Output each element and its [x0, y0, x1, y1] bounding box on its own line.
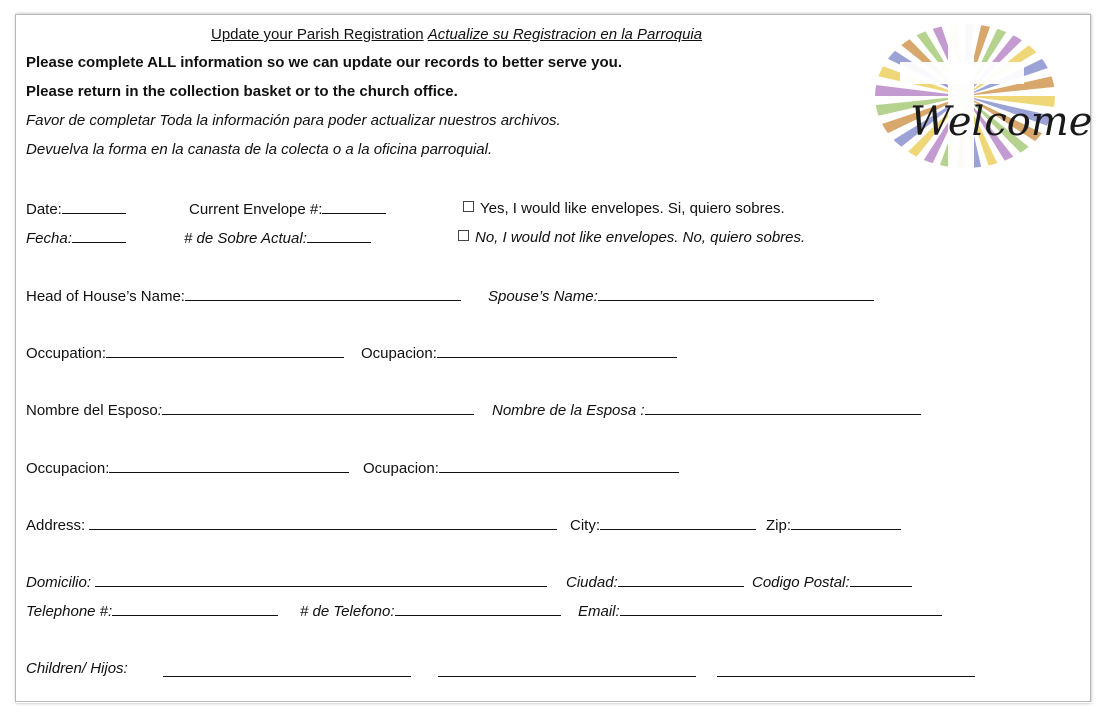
email-label: Email: [578, 603, 620, 620]
domicilio-field[interactable] [26, 573, 547, 592]
child-2-blank[interactable] [438, 663, 696, 677]
ciudad-label: Ciudad: [566, 574, 618, 591]
telephone-field[interactable] [26, 602, 278, 621]
child-3-blank[interactable] [717, 663, 975, 677]
cross-vertical [948, 22, 974, 170]
cross-horizontal [900, 62, 1024, 84]
ocupacion2-field[interactable] [363, 459, 679, 478]
fecha-label: Fecha: [26, 230, 72, 247]
occupation-label: Occupation: [26, 345, 107, 362]
head-of-house-field[interactable] [26, 287, 461, 306]
children-label: Children/ Hijos: [26, 660, 128, 677]
ciudad-field[interactable] [566, 573, 744, 592]
ocupacion-label: Ocupacion: [361, 345, 437, 362]
sobre-blank[interactable] [307, 229, 371, 243]
no-label: No, I would not like envelopes. No, quiero sobres. [475, 229, 806, 246]
email-field[interactable] [578, 602, 942, 621]
instruction-completar: Favor de completar Toda la información para poder actualizar nuestros archivos. [26, 112, 561, 129]
telefono-label: # de Telefono: [300, 603, 395, 620]
city-field[interactable] [570, 516, 756, 535]
envelope-label: Current Envelope #: [189, 201, 323, 218]
address-label: Address: [26, 517, 86, 534]
occupation-blank[interactable] [106, 344, 344, 358]
address-field[interactable] [26, 516, 557, 535]
zip-label: Zip: [766, 517, 792, 534]
domicilio-label: Domicilio: [26, 574, 92, 591]
date-blank[interactable] [62, 200, 126, 214]
spouse-blank[interactable] [598, 287, 874, 301]
address-blank[interactable] [89, 516, 557, 530]
date-field[interactable] [26, 200, 126, 219]
nombre-esposo-field[interactable] [26, 401, 474, 420]
codigo-postal-label: Codigo Postal: [752, 574, 850, 591]
ocupacion-blank[interactable] [437, 344, 677, 358]
nombre-esposo-blank[interactable] [162, 401, 474, 415]
ocupacion2-label: Ocupacion: [363, 460, 439, 477]
telefono-blank[interactable] [395, 602, 561, 616]
envelope-blank[interactable] [322, 200, 386, 214]
occupacion-label: Occupacion: [26, 460, 110, 477]
no-checkbox[interactable] [458, 230, 469, 241]
sobre-label: # de Sobre Actual: [184, 230, 307, 247]
telephone-blank[interactable] [112, 602, 278, 616]
welcome-logo [870, 18, 1093, 173]
instruction-devuelva: Devuelva la forma en la canasta de la colecta o a la oficina parroquial. [26, 141, 493, 158]
instruction-return: Please return in the collection basket or to the church office. [26, 83, 458, 100]
spouse-label: Spouse’s Name: [488, 288, 598, 305]
sobre-field[interactable] [184, 229, 371, 248]
codigo-postal-field[interactable] [752, 573, 912, 592]
fecha-blank[interactable] [72, 229, 126, 243]
domicilio-blank[interactable] [95, 573, 547, 587]
city-blank[interactable] [600, 516, 756, 530]
title-english: Update your Parish Registration [211, 26, 424, 43]
ocupacion2-blank[interactable] [439, 459, 679, 473]
codigo-postal-blank[interactable] [850, 573, 912, 587]
zip-blank[interactable] [791, 516, 901, 530]
envelope-field[interactable] [189, 200, 386, 219]
envelope-yes-option[interactable] [463, 200, 785, 218]
ciudad-blank[interactable] [618, 573, 744, 587]
instruction-complete: Please complete ALL information so we can update our records to better serve you. [26, 54, 622, 71]
nombre-esposa-label: Nombre de la Esposa : [492, 402, 645, 419]
email-blank[interactable] [620, 602, 942, 616]
child-1-blank[interactable] [163, 663, 411, 677]
occupacion-field[interactable] [26, 459, 349, 478]
form-title [211, 26, 702, 44]
nombre-esposa-blank[interactable] [645, 401, 921, 415]
ocupacion-field[interactable] [361, 344, 677, 363]
spouse-field[interactable] [488, 287, 874, 306]
nombre-esposo-label: Nombre del Esposo [26, 402, 158, 419]
head-label: Head of House’s Name: [26, 288, 185, 305]
title-spanish: Actualize su Registracion en la Parroquia [427, 26, 703, 43]
head-blank[interactable] [185, 287, 461, 301]
yes-checkbox[interactable] [463, 201, 474, 212]
envelope-no-option[interactable] [458, 229, 805, 247]
occupacion-blank[interactable] [109, 459, 349, 473]
city-label: City: [570, 517, 600, 534]
zip-field[interactable] [766, 516, 901, 535]
telefono-field[interactable] [300, 602, 561, 621]
nombre-esposo-colon: : [157, 402, 162, 419]
yes-label: Yes, I would like envelopes. Si, quiero sobres. [480, 200, 785, 217]
occupation-field[interactable] [26, 344, 344, 363]
welcome-text: Welcome [910, 99, 1093, 145]
date-label: Date: [26, 201, 62, 218]
nombre-esposa-field[interactable] [492, 401, 921, 420]
fecha-field[interactable] [26, 229, 126, 248]
telephone-label: Telephone #: [26, 603, 113, 620]
